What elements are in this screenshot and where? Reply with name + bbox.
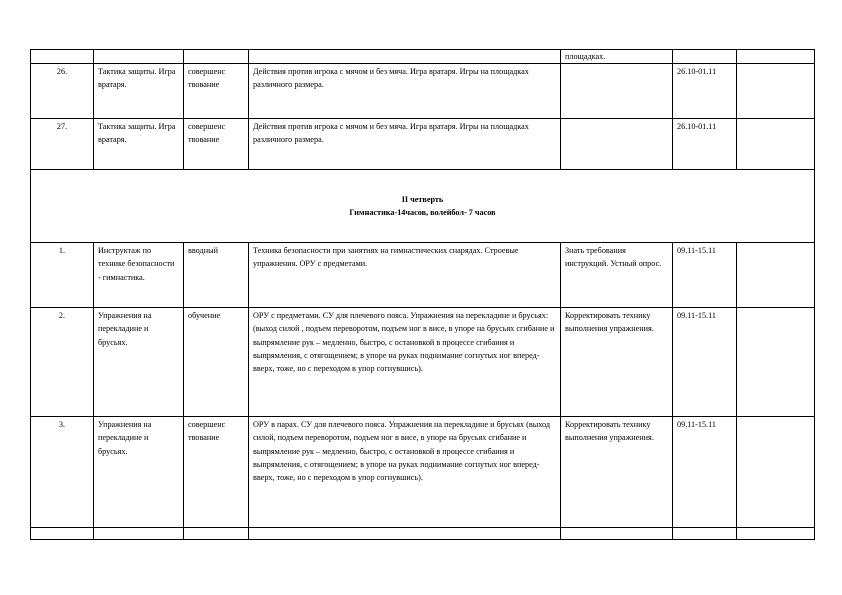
lesson-content: Действия против игрока с мячом и без мяча. Игра вратаря. Игры на площадках различного размера. — [249, 64, 561, 119]
lesson-content: ОРУ с предметами. СУ для плечевого пояса. Упражнения на перекладине и брусьях: (выход силой , подъем переворотом, подъем ног в висе, в упоре на брусьях сгибание и выпрямление рук – медленно, быстро, с остановкой в процессе сгибания и выпрямления, с отягощением; в упоре на руках поднимание согнутых ног вперед-вверх, тоже, но с переходом в упор согнувшись). — [249, 308, 561, 417]
quarter-header-row — [31, 170, 815, 243]
lesson-number: 3. — [31, 417, 94, 528]
lesson-date: 26.10-01.11 — [673, 64, 737, 119]
cell-num — [31, 50, 94, 64]
lesson-plan-table — [30, 49, 815, 540]
lesson-topic: Инструктаж по технике безопасности - гимнастика. — [94, 243, 184, 308]
lesson-topic: Упражнения на перекладине и брусьях. — [94, 308, 184, 417]
table-row-empty — [31, 528, 815, 540]
table-row-2 — [31, 308, 815, 417]
lesson-number: 2. — [31, 308, 94, 417]
lesson-content: Техника безопасности при занятиях на гимнастических снарядах. Строевые упражнения. ОРУ с предметами. — [249, 243, 561, 308]
cell-fact — [737, 50, 815, 64]
lesson-topic: Упражнения на перекладине и брусьях. — [94, 417, 184, 528]
lesson-type: совершенс твование — [184, 417, 249, 528]
lesson-date: 09.11-15.11 — [673, 417, 737, 528]
cell-date — [673, 50, 737, 64]
lesson-fact — [737, 64, 815, 119]
lesson-topic: Тактика защиты. Игра вратаря. — [94, 119, 184, 170]
lesson-fact — [737, 119, 815, 170]
cell-requirements: площадках. — [561, 50, 673, 64]
lesson-type: вводный — [184, 243, 249, 308]
lesson-fact — [737, 308, 815, 417]
cell-content — [249, 528, 561, 540]
lesson-requirements: Знать требования инструкций. Устный опрос. — [561, 243, 673, 308]
cell-topic — [94, 528, 184, 540]
cell-fact — [737, 528, 815, 540]
cell-type — [184, 50, 249, 64]
lesson-requirements — [561, 64, 673, 119]
cell-num — [31, 528, 94, 540]
cell-type — [184, 528, 249, 540]
lesson-content: ОРУ в парах. СУ для плечевого пояса. Упражнения на перекладине и брусьях (выход силой, подъем переворотом, подъем ног в висе, в упоре на брусьях сгибание и выпрямление рук – медленно, быстро, с остановкой в процессе сгибания и выпрямления, с отягощением; в упоре на руках поднимание согнутых ног вперед-вверх, тоже, но с переходом в упор согнувшись). — [249, 417, 561, 528]
table-row-1 — [31, 243, 815, 308]
lesson-type: совершенс твование — [184, 64, 249, 119]
lesson-date: 09.11-15.11 — [673, 243, 737, 308]
lesson-number: 1. — [31, 243, 94, 308]
lesson-requirements — [561, 119, 673, 170]
lesson-type: совершенс твование — [184, 119, 249, 170]
lesson-number: 26. — [31, 64, 94, 119]
cell-topic — [94, 50, 184, 64]
lesson-fact — [737, 417, 815, 528]
lesson-date: 09.11-15.11 — [673, 308, 737, 417]
lesson-requirements: Корректировать технику выполнения упражнения. — [561, 417, 673, 528]
cell-content — [249, 50, 561, 64]
table-row-26 — [31, 64, 815, 119]
lesson-requirements: Корректировать технику выполнения упражнения. — [561, 308, 673, 417]
lesson-number: 27. — [31, 119, 94, 170]
table-row-3 — [31, 417, 815, 528]
cell-date — [673, 528, 737, 540]
lesson-content: Действия против игрока с мячом и без мяча. Игра вратаря. Игры на площадках различного размера. — [249, 119, 561, 170]
quarter-header — [31, 170, 815, 243]
quarter-title: II четверть — [401, 195, 444, 205]
lesson-fact — [737, 243, 815, 308]
cell-requirements — [561, 528, 673, 540]
table-row-continuation — [31, 50, 815, 64]
lesson-type: обучение — [184, 308, 249, 417]
lesson-topic: Тактика защиты. Игра вратаря. — [94, 64, 184, 119]
lesson-date: 26.10-01.11 — [673, 119, 737, 170]
quarter-subtitle: Гимнастика-14часов, волейбол- 7 часов — [349, 208, 496, 218]
table-row-27 — [31, 119, 815, 170]
